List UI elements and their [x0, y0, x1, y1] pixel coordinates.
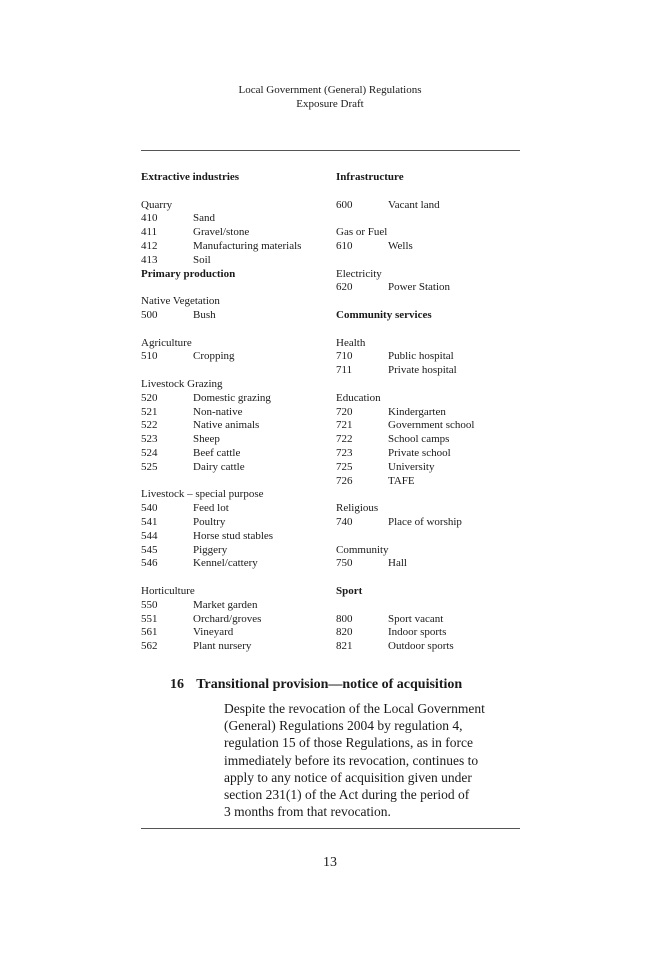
land-use-description: Kindergarten [388, 405, 446, 418]
section-body-line: regulation 15 of those Regulations, as in force [224, 735, 473, 751]
land-use-description: Market garden [193, 598, 258, 611]
land-use-code: 562 [141, 640, 158, 653]
land-use-code: 600 [336, 198, 353, 211]
land-use-description: Native animals [193, 419, 260, 432]
land-use-description: TAFE [388, 474, 415, 487]
land-use-item [336, 626, 520, 640]
group-label: Religious [336, 502, 379, 515]
section-body-line: apply to any notice of acquisition given under [224, 769, 472, 785]
section-body-line: 3 months from that revocation. [224, 804, 391, 820]
land-use-code: 710 [336, 350, 353, 363]
section-body-line: (General) Regulations 2004 by regulation 4, [224, 718, 463, 734]
spacer [336, 378, 520, 392]
land-use-item [336, 461, 520, 475]
right-column [336, 171, 520, 654]
land-use-code: 821 [336, 640, 353, 653]
land-use-description: Beef cattle [193, 446, 241, 459]
land-use-item [141, 640, 331, 654]
land-use-description: Private school [388, 446, 451, 459]
land-use-code: 740 [336, 515, 353, 528]
category-heading: Infrastructure [336, 171, 404, 183]
group-label: Community [336, 543, 389, 556]
land-use-item [336, 613, 520, 627]
land-use-description: School camps [388, 433, 450, 446]
section-number: 16 [170, 677, 184, 692]
group-label: Education [336, 391, 381, 404]
spacer [336, 599, 520, 613]
land-use-item [336, 419, 520, 433]
land-use-item [141, 240, 331, 254]
land-use-description: Indoor sports [388, 626, 447, 639]
section-body-line: immediately before its revocation, continues to [224, 752, 479, 768]
spacer [141, 571, 331, 585]
section-title: Transitional provision—notice of acquisition [196, 677, 463, 692]
page-number: 13 [323, 855, 337, 870]
section-body [224, 700, 514, 820]
land-use-description: Non-native [193, 405, 243, 418]
land-use-item [141, 254, 331, 268]
land-use-item [141, 544, 331, 558]
land-use-description: Government school [388, 419, 475, 432]
section-heading [170, 677, 462, 693]
land-use-description: Private hospital [388, 364, 457, 377]
spacer [141, 323, 331, 337]
land-use-description: Outdoor sports [388, 640, 454, 653]
land-use-code: 500 [141, 308, 158, 321]
category-heading: Community services [336, 308, 432, 321]
land-use-description: Place of worship [388, 515, 462, 528]
land-use-item [141, 461, 331, 475]
bottom-rule [141, 828, 520, 829]
land-use-item [336, 240, 520, 254]
land-use-code: 726 [336, 474, 353, 487]
land-use-item [336, 281, 520, 295]
land-use-description: Dairy cattle [193, 460, 245, 473]
land-use-item [141, 516, 331, 530]
group-label: Electricity [336, 267, 382, 280]
land-use-item [336, 475, 520, 489]
spacer [336, 185, 520, 199]
land-use-code: 723 [336, 446, 353, 459]
land-use-description: Feed lot [193, 502, 229, 515]
spacer [141, 364, 331, 378]
land-use-item [336, 433, 520, 447]
land-use-item [336, 447, 520, 461]
group-label: Horticulture [141, 584, 195, 597]
land-use-code: 620 [336, 281, 353, 294]
land-use-code: 523 [141, 433, 158, 446]
land-use-description: Vineyard [193, 626, 234, 639]
spacer [141, 185, 331, 199]
group-label: Livestock – special purpose [141, 488, 264, 501]
land-use-item [141, 212, 331, 226]
land-use-description: Cropping [193, 350, 235, 363]
land-use-item [141, 350, 331, 364]
land-use-item [141, 530, 331, 544]
top-rule [141, 150, 520, 151]
land-use-description: Horse stud stables [193, 529, 274, 542]
land-use-description: Bush [193, 308, 216, 321]
land-use-item [141, 406, 331, 420]
land-use-description: Piggery [193, 543, 228, 556]
land-use-code: 521 [141, 405, 158, 418]
land-use-item [336, 516, 520, 530]
spacer [336, 571, 520, 585]
land-use-item [336, 557, 520, 571]
running-header-subtitle: Exposure Draft [296, 98, 364, 110]
land-use-item [141, 557, 331, 571]
land-use-item [336, 199, 520, 213]
land-use-description: Kennel/cattery [193, 557, 258, 570]
group-label: Livestock Grazing [141, 377, 223, 390]
land-use-description: Sand [193, 212, 215, 225]
land-use-code: 510 [141, 350, 158, 363]
category-heading: Primary production [141, 267, 236, 280]
land-use-description: Domestic grazing [193, 391, 271, 404]
left-column [141, 171, 331, 654]
land-use-code: 525 [141, 460, 158, 473]
land-use-code: 610 [336, 239, 353, 252]
group-label: Agriculture [141, 336, 192, 349]
land-use-code: 524 [141, 446, 158, 459]
land-use-description: University [388, 460, 435, 473]
land-use-description: Sheep [193, 433, 220, 446]
land-use-code: 413 [141, 253, 158, 266]
land-use-description: Orchard/groves [193, 612, 262, 625]
land-use-description: Wells [388, 239, 413, 252]
section-body-line: section 231(1) of the Act during the period of [224, 787, 470, 803]
spacer [336, 488, 520, 502]
land-use-description: Public hospital [388, 350, 454, 363]
land-use-code: 551 [141, 612, 158, 625]
land-use-description: Power Station [388, 281, 451, 294]
spacer [336, 530, 520, 544]
land-use-item [336, 350, 520, 364]
group-label: Quarry [141, 198, 173, 211]
land-use-code: 720 [336, 405, 353, 418]
land-use-item [141, 502, 331, 516]
land-use-description: Poultry [193, 515, 226, 528]
land-use-code: 800 [336, 612, 353, 625]
land-use-item [141, 626, 331, 640]
land-use-item [141, 599, 331, 613]
land-use-code: 520 [141, 391, 158, 404]
spacer [336, 212, 520, 226]
land-use-code: 540 [141, 502, 158, 515]
land-use-item [141, 392, 331, 406]
land-use-description: Gravel/stone [193, 226, 250, 239]
group-label: Gas or Fuel [336, 226, 388, 239]
group-label: Native Vegetation [141, 295, 220, 308]
spacer [336, 323, 520, 337]
land-use-item [336, 406, 520, 420]
land-use-description: Hall [388, 557, 407, 570]
spacer [336, 295, 520, 309]
land-use-description: Soil [193, 253, 211, 266]
land-use-item [141, 309, 331, 323]
land-use-item [141, 433, 331, 447]
land-use-code: 550 [141, 598, 158, 611]
group-label: Health [336, 336, 366, 349]
land-use-item [141, 226, 331, 240]
land-use-code: 820 [336, 626, 353, 639]
land-use-code: 725 [336, 460, 353, 473]
land-use-description: Plant nursery [193, 640, 252, 653]
land-use-item [141, 447, 331, 461]
land-use-item [141, 613, 331, 627]
land-use-code: 722 [336, 433, 353, 446]
land-use-code: 411 [141, 226, 158, 239]
spacer [336, 254, 520, 268]
land-use-code: 541 [141, 515, 158, 528]
land-use-code: 721 [336, 419, 353, 432]
land-use-item [336, 364, 520, 378]
land-use-code: 711 [336, 364, 353, 377]
land-use-code: 545 [141, 543, 158, 556]
land-use-code: 522 [141, 419, 158, 432]
land-use-description: Sport vacant [388, 612, 444, 625]
land-use-description: Vacant land [388, 198, 440, 211]
land-use-item [336, 640, 520, 654]
land-use-code: 410 [141, 212, 158, 225]
spacer [141, 475, 331, 489]
land-use-description: Manufacturing materials [193, 239, 302, 252]
category-heading: Sport [336, 584, 363, 597]
land-use-code: 544 [141, 529, 158, 542]
section-body-line: Despite the revocation of the Local Government [224, 701, 485, 716]
land-use-code: 546 [141, 557, 158, 570]
land-use-code: 750 [336, 557, 353, 570]
land-use-code: 561 [141, 626, 158, 639]
land-use-item [141, 419, 331, 433]
running-header-title: Local Government (General) Regulations [238, 84, 422, 96]
land-use-code: 412 [141, 239, 158, 252]
spacer [141, 281, 331, 295]
category-heading: Extractive industries [141, 171, 240, 183]
